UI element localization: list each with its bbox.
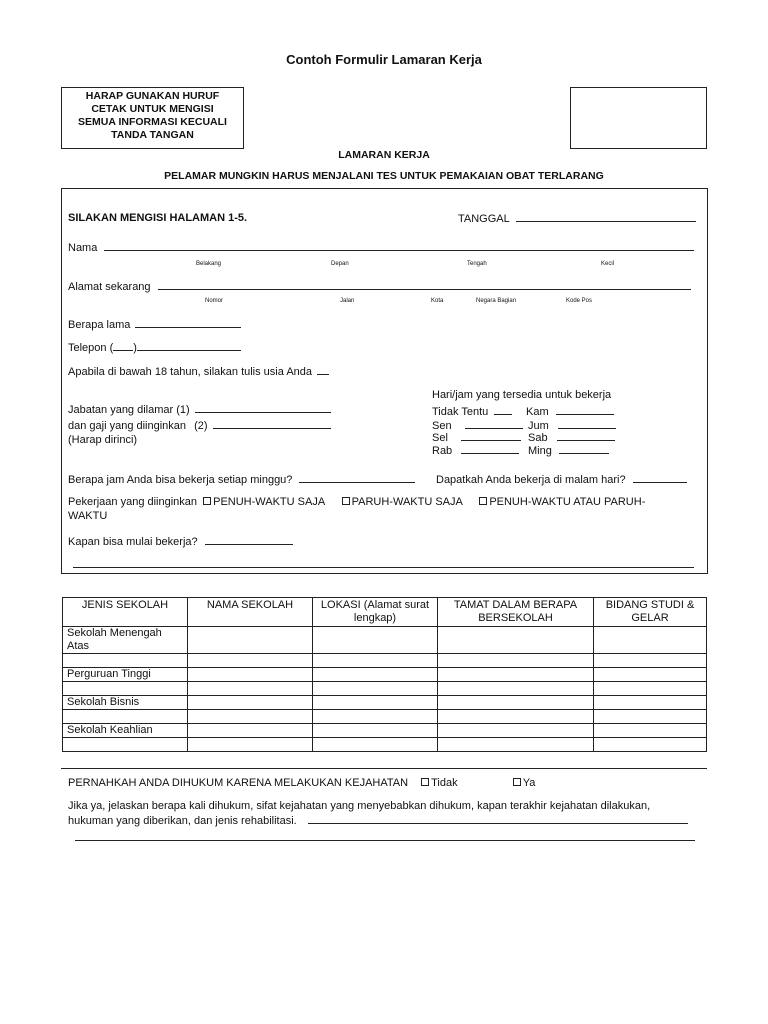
availability-tue[interactable]: [432, 431, 521, 444]
table-cell[interactable]: [188, 696, 313, 710]
mon-line[interactable]: [465, 419, 523, 429]
full-time-label: PENUH-WAKTU SAJA: [213, 496, 325, 508]
thu-line[interactable]: [556, 405, 614, 415]
start-label: Kapan bisa mulai bekerja?: [68, 536, 198, 548]
phone-label: Telepon (: [68, 342, 114, 354]
how-long-field[interactable]: [68, 318, 241, 331]
criminal-no-label: Tidak: [431, 777, 458, 789]
criminal-explain-field[interactable]: [68, 814, 688, 827]
table-cell[interactable]: [188, 710, 313, 724]
table-cell[interactable]: [313, 724, 438, 738]
part-time-label: PARUH-WAKTU SAJA: [351, 496, 463, 508]
wed-line[interactable]: [461, 444, 519, 454]
date-label: TANGGAL: [458, 213, 510, 225]
table-cell[interactable]: [188, 738, 313, 752]
table-row: [63, 627, 707, 654]
sun-label: Ming: [528, 445, 552, 457]
form-heading: LAMARAN KERJA: [338, 149, 430, 161]
criminal-explain-line1: Jika ya, jelaskan berapa kali dihukum, sifat kejahatan yang menyebabkan dihukum, kapan terakhir kejahatan dilakukan,: [68, 800, 651, 812]
name-part-label: Tengah: [467, 261, 487, 267]
availability-uncertain[interactable]: [432, 405, 512, 418]
table-row: [63, 654, 707, 668]
name-line[interactable]: [104, 241, 694, 251]
phone-number-line[interactable]: [137, 341, 241, 351]
table-cell[interactable]: [313, 696, 438, 710]
salary-line[interactable]: [213, 419, 331, 429]
address-part-label: Jalan: [340, 298, 355, 304]
address-label: Alamat sekarang: [68, 281, 151, 293]
work-type-row: [68, 496, 645, 508]
table-cell[interactable]: [438, 696, 594, 710]
extra-line[interactable]: [73, 567, 694, 568]
table-cell[interactable]: [594, 668, 707, 682]
availability-sun[interactable]: [528, 444, 609, 457]
table-cell[interactable]: [594, 654, 707, 668]
col-years: TAMAT DALAM BERAPA BERSEKOLAH: [438, 598, 594, 627]
night-field[interactable]: [436, 473, 687, 486]
instruction-box: [61, 87, 244, 149]
name-part-label: Belakang: [196, 261, 222, 267]
part-time-checkbox[interactable]: [342, 497, 350, 505]
table-cell[interactable]: [313, 668, 438, 682]
hours-field[interactable]: [68, 473, 415, 486]
table-cell[interactable]: [188, 654, 313, 668]
table-cell[interactable]: [188, 724, 313, 738]
school-type-cell: Sekolah Menengah Atas: [63, 627, 188, 654]
education-table: [62, 597, 707, 752]
age-line[interactable]: [317, 365, 329, 375]
col-school-type: JENIS SEKOLAH: [63, 598, 188, 627]
how-long-label: Berapa lama: [68, 319, 131, 331]
criminal-explain-line[interactable]: [308, 814, 688, 824]
hours-line[interactable]: [299, 473, 415, 483]
name-part-label: Kecil: [601, 261, 615, 267]
table-cell[interactable]: [438, 668, 594, 682]
criminal-yes-label: Ya: [522, 777, 536, 789]
table-cell[interactable]: [438, 710, 594, 724]
address-part-label: Nomor: [205, 298, 224, 304]
wed-label: Rab: [432, 445, 453, 457]
table-cell[interactable]: [594, 738, 707, 752]
night-label: Dapatkah Anda bekerja di malam hari?: [436, 474, 626, 486]
address-part-label: Kota: [431, 298, 444, 304]
salary-label: dan gaji yang diinginkan: [68, 420, 187, 432]
instruction-line: TANDA TANGAN: [111, 129, 194, 141]
either-checkbox[interactable]: [479, 497, 487, 505]
position-label: Jabatan yang dilamar (1): [68, 404, 190, 416]
uncertain-line[interactable]: [494, 405, 512, 415]
table-row: [63, 724, 707, 738]
phone-area-line[interactable]: [113, 341, 133, 351]
fri-label: Jum: [528, 420, 549, 432]
table-cell[interactable]: [438, 654, 594, 668]
sun-line[interactable]: [559, 444, 609, 454]
criminal-yes-checkbox[interactable]: [513, 778, 521, 786]
table-header-row: [63, 598, 707, 627]
table-cell[interactable]: [594, 627, 707, 654]
table-cell[interactable]: [188, 682, 313, 696]
col-school-name: NAMA SEKOLAH: [188, 598, 313, 627]
table-cell[interactable]: [594, 710, 707, 724]
availability-wed[interactable]: [432, 444, 519, 457]
drug-test-notice: PELAMAR MUNGKIN HARUS MENJALANI TES UNTUK PEMAKAIAN OBAT TERLARANG: [164, 170, 604, 182]
table-cell[interactable]: [438, 738, 594, 752]
table-row: [63, 668, 707, 682]
col-degree: BIDANG STUDI & GELAR: [594, 598, 707, 627]
tue-label: Sel: [432, 432, 448, 444]
criminal-no-checkbox[interactable]: [421, 778, 429, 786]
uncertain-label: Tidak Tentu: [432, 406, 489, 418]
position-field[interactable]: [68, 403, 331, 416]
table-cell[interactable]: [594, 682, 707, 696]
instruction-line: SEMUA INFORMASI KECUALI: [78, 116, 227, 128]
table-cell[interactable]: [438, 627, 594, 654]
table-cell[interactable]: [188, 627, 313, 654]
photo-box[interactable]: [570, 87, 707, 149]
age-label: Apabila di bawah 18 tahun, silakan tulis usia Anda: [68, 366, 313, 378]
criminal-explain-line2: hukuman yang diberikan, dan jenis rehabilitasi.: [68, 815, 297, 827]
address-part-label: Negara Bagian: [476, 298, 517, 304]
criminal-question: PERNAHKAH ANDA DIHUKUM KARENA MELAKUKAN KEJAHATAN: [68, 777, 409, 789]
fri-line[interactable]: [558, 419, 616, 429]
phone-field[interactable]: [68, 341, 241, 354]
thu-label: Kam: [526, 406, 549, 418]
table-cell[interactable]: [313, 710, 438, 724]
table-cell[interactable]: [313, 738, 438, 752]
fill-pages-note: SILAKAN MENGISI HALAMAN 1-5.: [68, 212, 248, 224]
how-long-line[interactable]: [135, 318, 241, 328]
availability-sat[interactable]: [528, 431, 615, 444]
salary-num: (2): [194, 420, 208, 432]
work-type-cont: WAKTU: [68, 510, 108, 522]
table-cell[interactable]: [594, 724, 707, 738]
availability-title: Hari/jam yang tersedia untuk bekerja: [432, 389, 612, 401]
table-cell[interactable]: [313, 627, 438, 654]
table-cell[interactable]: [313, 654, 438, 668]
criminal-extra-line[interactable]: [75, 840, 695, 841]
table-row: [63, 696, 707, 710]
date-line[interactable]: [516, 212, 696, 222]
school-type-cell: Perguruan Tinggi: [63, 668, 188, 682]
night-line[interactable]: [633, 473, 687, 483]
name-field[interactable]: [68, 241, 694, 254]
specify-label: (Harap dirinci): [68, 434, 138, 446]
position-line[interactable]: [195, 403, 331, 413]
date-field[interactable]: [458, 212, 696, 225]
mon-label: Sen: [432, 420, 452, 432]
table-cell[interactable]: [313, 682, 438, 696]
page-title: Contoh Formulir Lamaran Kerja: [286, 52, 482, 67]
start-field[interactable]: [68, 535, 293, 548]
name-part-label: Depan: [331, 261, 349, 267]
section-divider: [61, 768, 707, 769]
school-type-cell: Sekolah Bisnis: [63, 696, 188, 710]
work-type-label: Pekerjaan yang diinginkan: [68, 496, 198, 508]
table-cell[interactable]: [188, 668, 313, 682]
instruction-line: HARAP GUNAKAN HURUF: [85, 90, 220, 102]
table-cell[interactable]: [594, 696, 707, 710]
table-row: [63, 682, 707, 696]
instruction-line: CETAK UNTUK MENGISI: [91, 103, 214, 115]
sat-line[interactable]: [557, 431, 615, 441]
full-time-checkbox[interactable]: [203, 497, 211, 505]
hours-label: Berapa jam Anda bisa bekerja setiap minggu?: [68, 474, 293, 486]
table-cell[interactable]: [438, 682, 594, 696]
phone-close: ): [133, 342, 137, 354]
table-row: [63, 738, 707, 752]
address-line[interactable]: [158, 280, 691, 290]
col-location: LOKASI (Alamat surat lengkap): [313, 598, 438, 627]
table-cell[interactable]: [438, 724, 594, 738]
salary-field[interactable]: [68, 419, 331, 432]
address-field[interactable]: [68, 280, 691, 293]
availability-thu[interactable]: [526, 405, 614, 418]
criminal-question-row: [68, 777, 535, 789]
either-label: PENUH-WAKTU ATAU PARUH-: [489, 496, 646, 508]
name-label: Nama: [68, 242, 98, 254]
sat-label: Sab: [528, 432, 548, 444]
school-type-cell: Sekolah Keahlian: [63, 724, 188, 738]
table-row: [63, 710, 707, 724]
start-line[interactable]: [205, 535, 293, 545]
tue-line[interactable]: [461, 431, 521, 441]
address-part-label: Kode Pos: [566, 298, 593, 304]
age-field[interactable]: [68, 365, 329, 378]
